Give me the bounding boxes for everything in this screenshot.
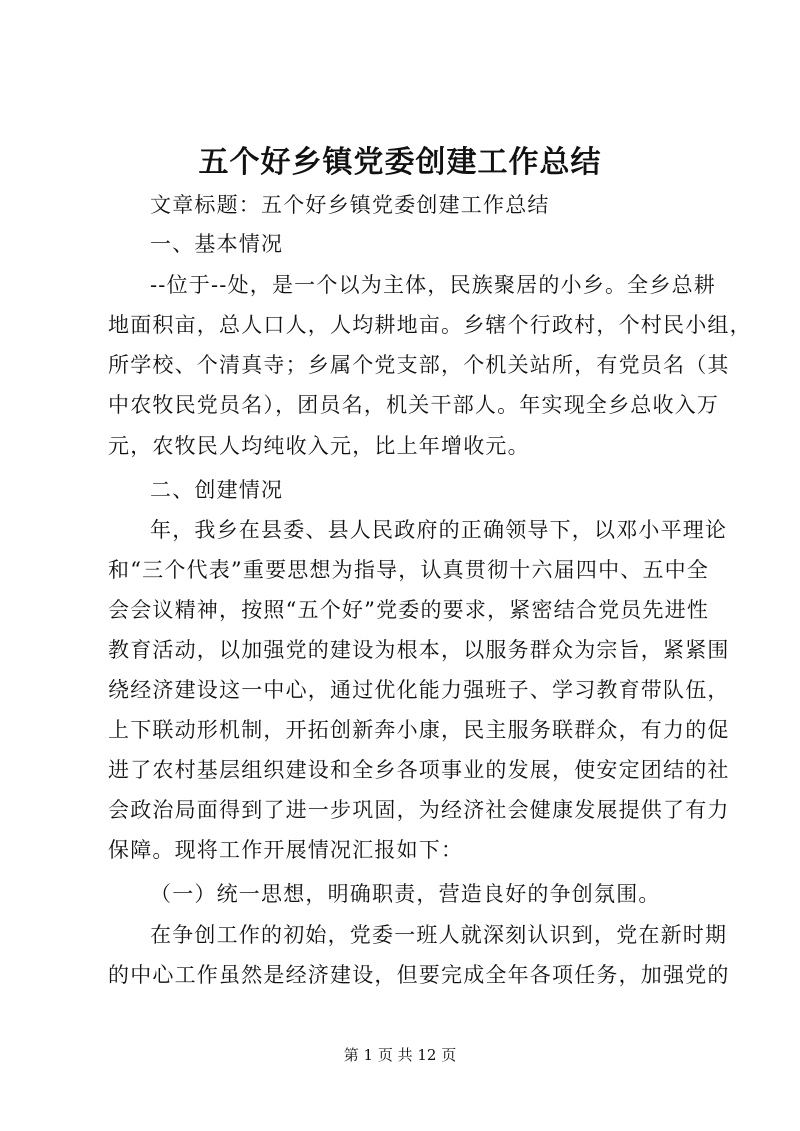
body-line: 进了农村基层组织建设和全乡各项事业的发展，使安定团结的社 [108,758,730,782]
body-line: 绕经济建设这一中心，通过优化能力强班子、学习教育带队伍， [108,678,730,702]
page-footer: 第 1 页 共 12 页 [343,1046,457,1064]
body-line: --位于--处，是一个以为主体，民族聚居的小乡。全乡总耕 [150,273,716,297]
body-line: 中农牧民党员名），团员名，机关干部人。年实现全乡总收入万 [108,393,720,417]
body-line: 地面积亩，总人口人，人均耕地亩。乡辖个行政村，个村民小组， [108,313,752,337]
section-heading: 二、创建情况 [150,478,284,502]
body-line: 在争创工作的初始，党委一班人就深刻认识到，党在新时期 [150,923,728,947]
body-line: 元，农牧民人均纯收入元，比上年增收元。 [108,434,530,458]
body-line: 文章标题：五个好乡镇党委创建工作总结 [150,193,550,217]
body-line: 保障。现将工作开展情况汇报如下： [108,838,464,862]
body-line: 会会议精神，按照“五个好”党委的要求，紧密结合党员先进性 [108,598,710,622]
document-title: 五个好乡镇党委创建工作总结 [198,145,602,180]
body-line: 年，我乡在县委、县人民政府的正确领导下，以邓小平理论 [150,518,728,542]
body-line: 所学校、个清真寺；乡属个党支部，个机关站所，有党员名（其 [108,353,730,377]
body-line: 教育活动，以加强党的建设为根本，以服务群众为宗旨，紧紧围 [108,638,730,662]
subsection-heading: （一）统一思想，明确职责，营造良好的争创氛围。 [150,882,661,906]
body-line: 和“三个代表”重要思想为指导，认真贯彻十六届四中、五中全 [108,558,710,582]
body-line: 上下联动形机制，开拓创新奔小康，民主服务联群众，有力的促 [108,718,730,742]
section-heading: 一、基本情况 [150,232,284,256]
body-line: 会政治局面得到了进一步巩固，为经济社会健康发展提供了有力 [108,798,730,822]
body-line: 的中心工作虽然是经济建设，但要完成全年各项任务，加强党的 [108,963,730,987]
